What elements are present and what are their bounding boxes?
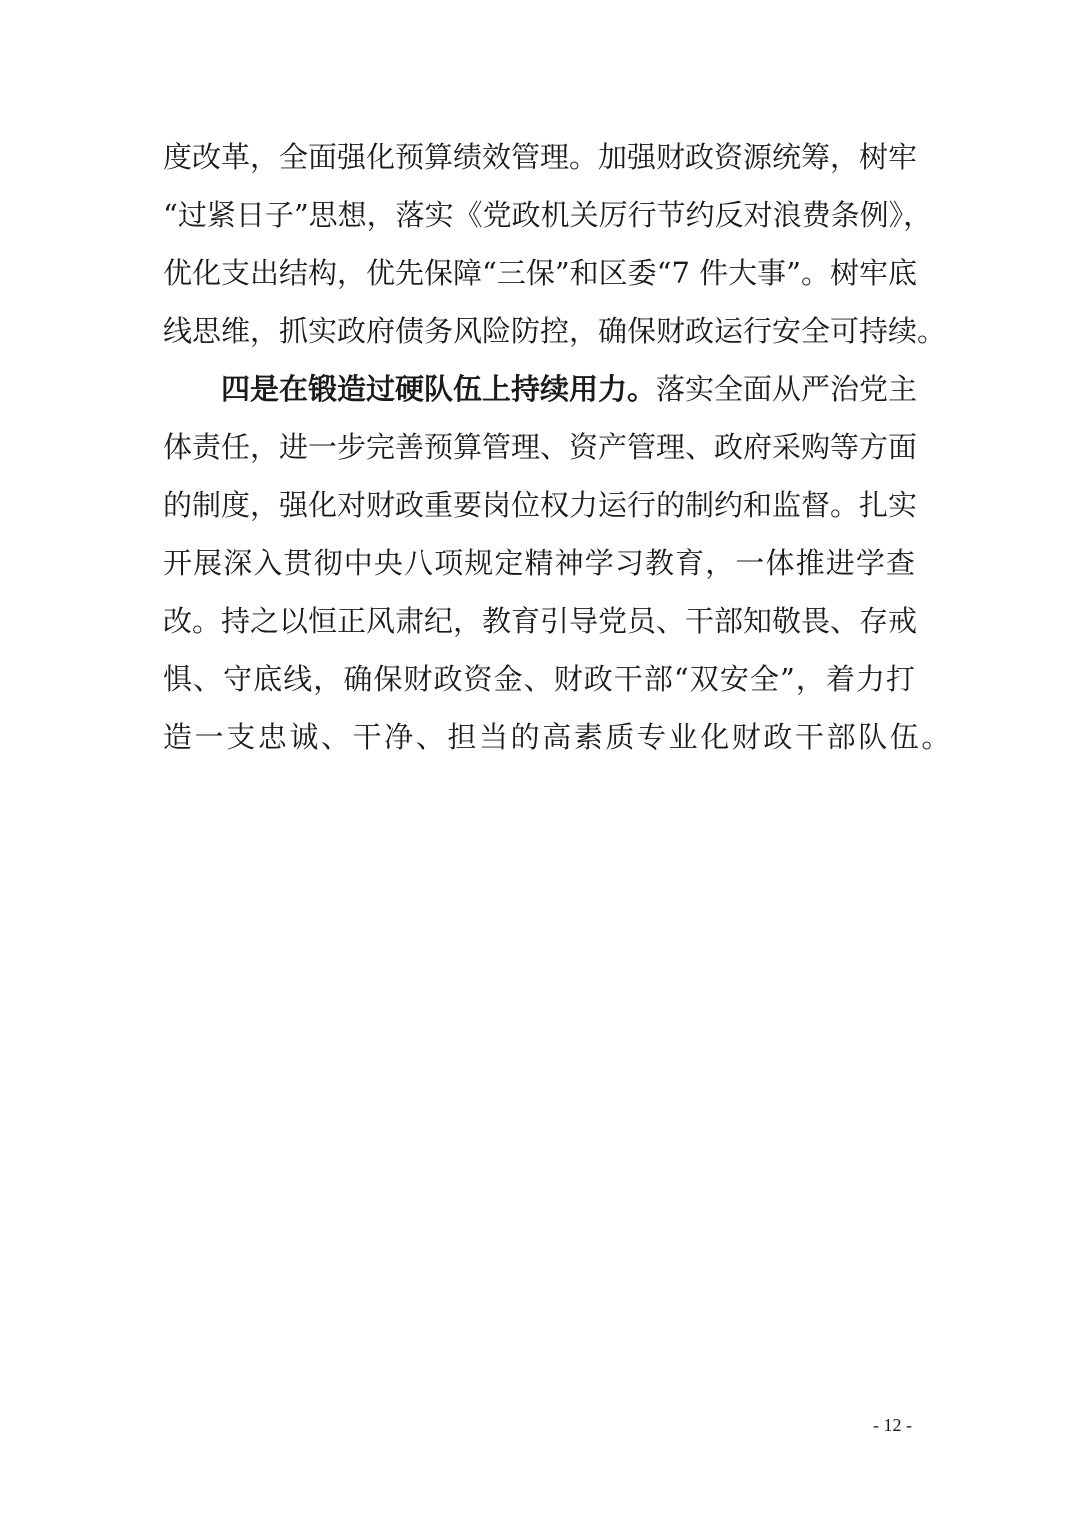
paragraph-line: 度改革，全面强化预算绩效管理。加强财政资源统筹，树牢 [163,140,918,174]
paragraph-line: 的制度，强化对财政重要岗位权力运行的制约和监督。扎实 [163,488,918,522]
paragraph-line: 开展深入贯彻中央八项规定精神学习教育，一体推进学查 [163,546,915,580]
paragraph-line: 线思维，抓实政府债务风险防控，确保财政运行安全可持续。 [163,314,947,348]
paragraph-lead-heading: 四是在锻造过硬队伍上持续用力。 [221,372,657,406]
paragraph-first-line-text: 落实全面从严治党主 [656,372,918,406]
paragraph-line: 惧、守底线，确保财政资金、财政干部“双安全”，着力打 [163,662,915,696]
paragraph-budget-management [163,128,947,360]
paragraph-first-line [163,360,918,418]
paragraph-line: 造一支忠诚、干净、担当的高素质专业化财政干部队伍。 [163,720,954,754]
paragraph-line: 优化支出结构，优先保障“三保”和区委“7 件大事”。树牢底 [163,256,917,290]
paragraph-line: 体责任，进一步完善预算管理、资产管理、政府采购等方面 [163,430,918,464]
body-text [163,128,954,766]
page-number: - 12 - [873,1415,912,1435]
paragraph-line: “过紧日子”思想，落实《党政机关厉行节约反对浪费条例》， [163,198,933,232]
paragraph-team-building [163,360,954,766]
paragraph-line: 改。持之以恒正风肃纪，教育引导党员、干部知敬畏、存戒 [163,604,918,638]
